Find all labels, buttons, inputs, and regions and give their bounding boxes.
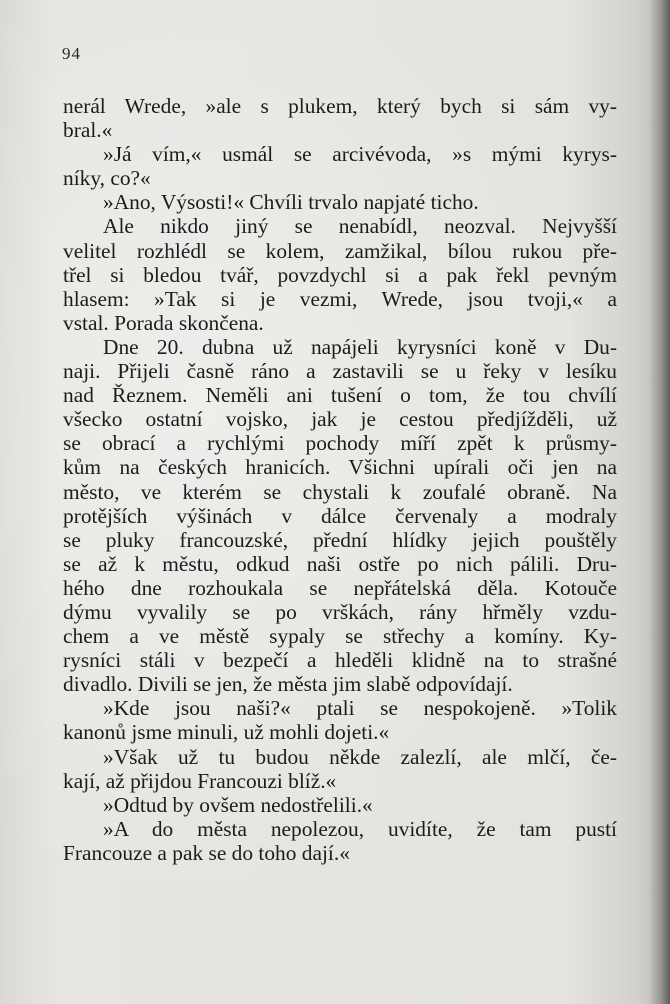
text-line: třel si bledou tvář, povzdychl si a pak řekl pevným <box>63 262 617 287</box>
body-text <box>63 94 617 865</box>
text-line: nerál Wrede, »ale s plukem, který bych si sám vy- <box>63 94 617 118</box>
text-line: hého dne rozhoukala se nepřátelská děla. Kotouče <box>63 575 617 600</box>
text-line: protějších výšinách v dálce červenaly a modraly <box>63 503 617 528</box>
text-line: kům na českých hranicích. Všichni upírali oči jen na <box>63 455 617 480</box>
text-line: »Kde jsou naši?« ptali se nespokojeně. »Tolik <box>103 696 617 721</box>
text-line: »Odtud by ovšem nedostřelili.« <box>103 792 373 817</box>
text-line: »A do města nepolezou, uvidíte, že tam pustí <box>103 816 617 841</box>
text-line: Dne 20. dubna už napájeli kyrysníci koně v Du- <box>103 334 617 359</box>
text-line: dýmu vyvalily se po vrškách, rány hřměly vzdu- <box>63 599 617 624</box>
text-line: kají, až přijdou Francouzi blíž.« <box>63 768 337 793</box>
text-line: město, ve kterém se chystali k zoufalé obraně. Na <box>63 479 617 504</box>
text-line: vstal. Porada skončena. <box>63 310 264 335</box>
text-line: »Ano, Výsosti!« Chvíli trvalo napjaté ticho. <box>103 190 479 215</box>
text-line: hlasem: »Tak si je vezmi, Wrede, jsou tvoji,« a <box>63 286 617 311</box>
page-edge-shadow <box>648 0 670 1004</box>
text-line: bral.« <box>63 118 113 143</box>
text-line: se pluky francouzské, přední hlídky jejich pouštěly <box>63 527 617 552</box>
text-line: kanonů jsme minuli, už mohli dojeti.« <box>63 720 390 745</box>
text-line: chem a ve městě sypaly se střechy a komíny. Ky- <box>63 624 617 649</box>
text-line: velitel rozhlédl se kolem, zamžikal, bílou rukou pře- <box>63 238 617 263</box>
text-line: níky, co?« <box>63 166 151 191</box>
page-number: 94 <box>62 44 81 63</box>
text-line: nad Řeznem. Neměli ani tušení o tom, že tou chvílí <box>63 383 617 408</box>
text-line: se až k městu, odkud naši ostře po nich pálili. Dru- <box>63 551 617 576</box>
text-line: Ale nikdo jiný se nenabídl, neozval. Nejvyšší <box>103 214 617 239</box>
text-line: všecko ostatní vojsko, jak je cestou předjížděli, už <box>63 407 617 432</box>
text-line: divadlo. Divili se jen, že města jim slabě odpovídají. <box>63 672 513 697</box>
text-line: »Však už tu budou někde zalezlí, ale mlčí, če- <box>103 744 617 769</box>
text-line: naji. Přijeli časně ráno a zastavili se u řeky v lesíku <box>63 359 617 384</box>
text-line: »Já vím,« usmál se arcivévoda, »s mými kyrys- <box>103 142 617 167</box>
text-line: rysníci stáli v bezpečí a hleděli klidně na to strašné <box>63 648 617 673</box>
text-line: se obrací a rychlými pochody míří zpět k průsmy- <box>63 431 617 456</box>
text-line: Francouze a pak se do toho dají.« <box>63 840 350 865</box>
